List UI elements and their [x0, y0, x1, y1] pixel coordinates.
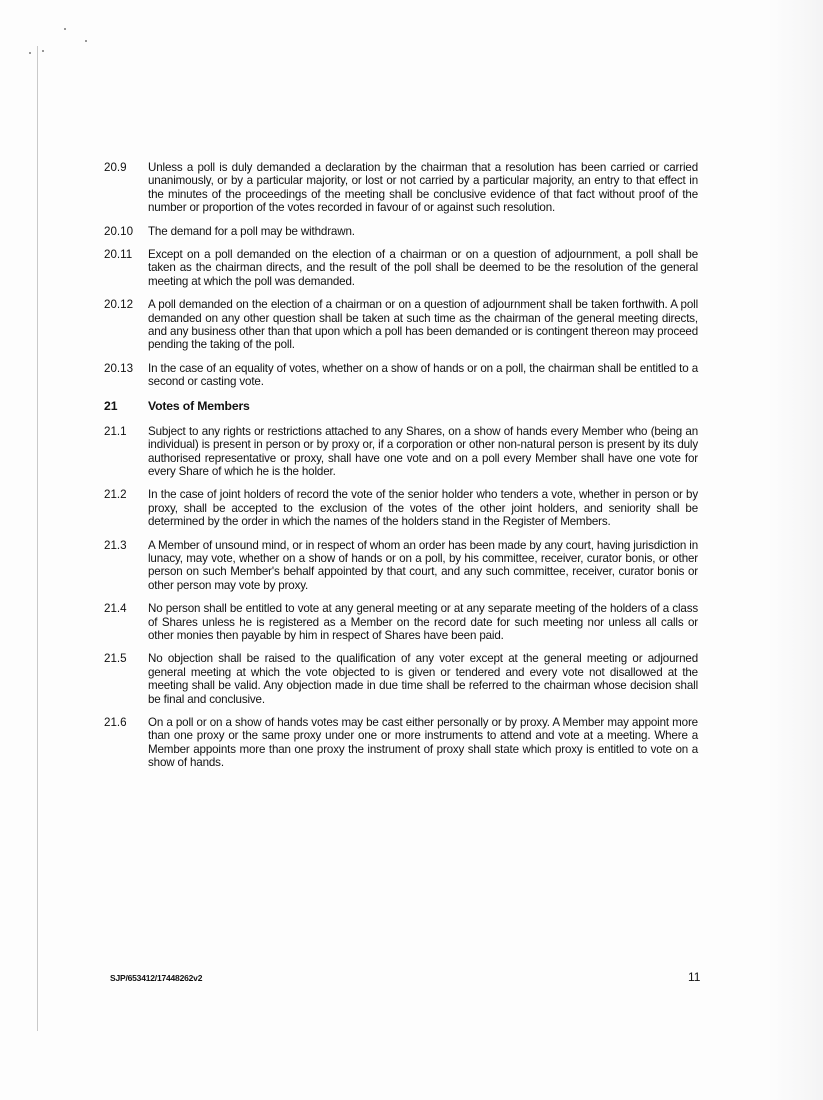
- clause-number: 20.12: [104, 298, 134, 312]
- clause-20-10: [104, 225, 698, 238]
- clause-21-1: [104, 425, 698, 479]
- section-title: Votes of Members: [148, 398, 250, 413]
- clause-text: In the case of joint holders of record the vote of the senior holder who tenders a vote, whether in person or by proxy, shall be accepted to the exclusion of the votes of the other joint holders, and seniority shall be determined by the order in which the names of the holders stand in the Register of Members.: [148, 488, 698, 529]
- clause-text: The demand for a poll may be withdrawn.: [148, 224, 355, 238]
- clause-text: No objection shall be raised to the qualification of any voter except at the general meeting or adjourned general meeting at which the vote objected to is given or tendered and every vote not disallowed at the meeting shall be valid. Any objection made in due time shall be referred to the chairman whose decision shall be final and conclusive.: [148, 652, 698, 706]
- clause-text: Except on a poll demanded on the election of a chairman or on a question of adjournment, a poll shall be taken as the chairman directs, and the result of the poll shall be deemed to be the resolution of the general meeting at which the poll was demanded.: [148, 248, 698, 288]
- clause-21-2: [104, 488, 698, 528]
- clause-number: 21.1: [104, 424, 127, 438]
- clause-number: 21.4: [104, 602, 127, 616]
- clause-21-3: [104, 539, 698, 593]
- clause-20-9: [104, 161, 698, 215]
- clause-text: On a poll or on a show of hands votes may be cast either personally or by proxy. A Member may appoint more than one proxy or the same proxy under one or more instruments to attend and vote at a meeting. Where a Member appoints more than one proxy the instrument of proxy shall state which proxy is entitled to vote on a show of hands.: [148, 716, 698, 770]
- scan-shadow: [768, 0, 823, 1100]
- clause-number: 21.3: [104, 538, 127, 552]
- scan-speck: [42, 50, 44, 52]
- clauses-body: [104, 161, 698, 780]
- clause-text: A poll demanded on the election of a chairman or on a question of adjournment shall be taken forthwith. A poll demanded on any other question shall be taken at such time as the chairman of the general meeting directs, and any business other than that upon which a poll has been demanded or is contingent thereon may proceed pending the taking of the poll.: [148, 298, 698, 352]
- scan-speck: [64, 28, 66, 30]
- page-number: 11: [688, 970, 701, 984]
- clause-21-5: [104, 652, 698, 706]
- section-number: 21: [104, 398, 118, 413]
- section-heading: [104, 399, 698, 413]
- clause-text: Subject to any rights or restrictions attached to any Shares, on a show of hands every Member who (being an individual) is present in person or by proxy or, if a corporation or other non-natural person is present by its duly authorised representative or proxy, shall have one vote and on a poll every Member shall have one vote for every Share of which he is the holder.: [148, 424, 698, 478]
- clause-text: In the case of an equality of votes, whether on a show of hands or on a poll, the chairman shall be entitled to a second or casting vote.: [148, 361, 698, 389]
- clause-text: Unless a poll is duly demanded a declaration by the chairman that a resolution has been carried or carried unanimously, or by a particular majority, or lost or not carried by a particular majority, an entry to that effect in the minutes of the proceedings of the meeting shall be conclusive evidence of that fact without proof of the number or proportion of the votes recorded in favour of or against such resolution.: [148, 161, 698, 215]
- clause-number: 20.13: [104, 361, 134, 375]
- scan-speck: [85, 40, 87, 42]
- scan-edge-line: [37, 46, 38, 1031]
- clause-20-11: [104, 248, 698, 288]
- document-reference: SJP/653412/17448262v2: [110, 973, 203, 983]
- clause-21-4: [104, 602, 698, 642]
- clause-21-6: [104, 716, 698, 770]
- clause-number: 21.5: [104, 652, 127, 666]
- clause-number: 20.9: [104, 161, 127, 174]
- clause-text: No person shall be entitled to vote at any general meeting or at any separate meeting of the holders of a class of Shares unless he is registered as a Member on the record date for such meeting nor unless all calls or other monies then payable by him in respect of Shares have been paid.: [148, 602, 698, 642]
- clause-text: A Member of unsound mind, or in respect of whom an order has been made by any court, having jurisdiction in lunacy, may vote, whether on a show of hands or on a poll, by his committee, receiver, curator bonis, or other person on such Member's behalf appointed by that court, and any such committee, receiver, curator bonis or other person may vote by proxy.: [148, 538, 698, 592]
- clause-20-13: [104, 362, 698, 389]
- clause-number: 21.6: [104, 716, 127, 729]
- clause-number: 20.11: [104, 248, 133, 262]
- clause-number: 20.10: [104, 224, 134, 238]
- clause-number: 21.2: [104, 488, 127, 502]
- scan-speck: [29, 52, 31, 54]
- clause-20-12: [104, 298, 698, 352]
